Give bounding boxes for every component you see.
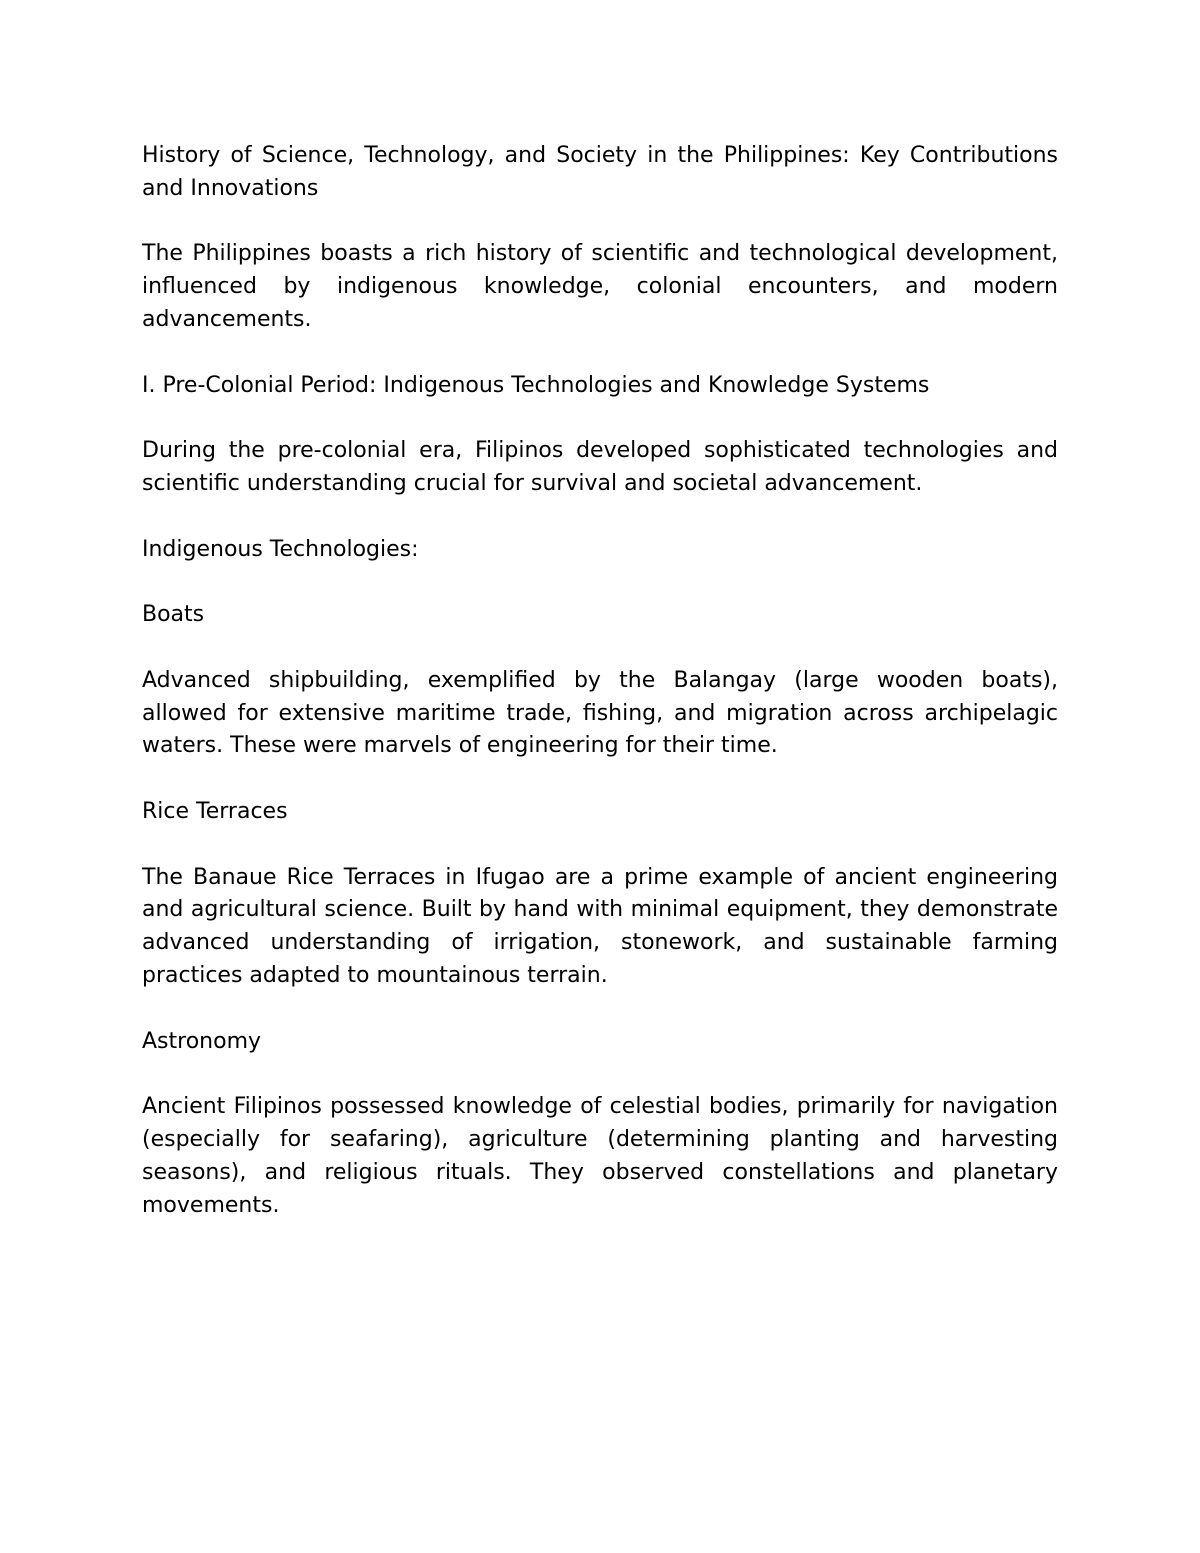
astronomy-paragraph: Ancient Filipinos possessed knowledge of celestial bodies, primarily for navigation (especially for seafaring), agriculture (determining planting and harvesting seasons), and religious rituals. They observed constellations and planetary movements.: [142, 1094, 1058, 1218]
section-intro-paragraph: During the pre-colonial era, Filipinos developed sophisticated technologies and scientific understanding crucial for survival and societal advancement.: [142, 438, 1058, 496]
rice-terraces-heading: Rice Terraces: [142, 798, 288, 824]
astronomy-heading: Astronomy: [142, 1028, 262, 1054]
rice-terraces-paragraph: The Banaue Rice Terraces in Ifugao are a prime example of ancient engineering and agricultural science. Built by hand with minimal equipment, they demonstrate advanced understanding of irrigation, stonework, and sustainable farming practices adapted to mountainous terrain.: [142, 864, 1058, 988]
section-heading: I. Pre-Colonial Period: Indigenous Technologies and Knowledge Systems: [142, 372, 930, 398]
document-title: History of Science, Technology, and Society in the Philippines: Key Contributions and Innovations: [142, 143, 1058, 201]
boats-heading: Boats: [142, 602, 205, 628]
subheading-technologies: Indigenous Technologies:: [142, 536, 419, 562]
intro-paragraph: The Philippines boasts a rich history of scientific and technological development, influenced by indigenous knowledge, colonial encounters, and modern advancements.: [142, 241, 1058, 332]
document-body: [142, 140, 1058, 1255]
boats-paragraph: Advanced shipbuilding, exemplified by the Balangay (large wooden boats), allowed for extensive maritime trade, fishing, and migration across archipelagic waters. These were marvels of engineering for their time.: [142, 667, 1058, 759]
